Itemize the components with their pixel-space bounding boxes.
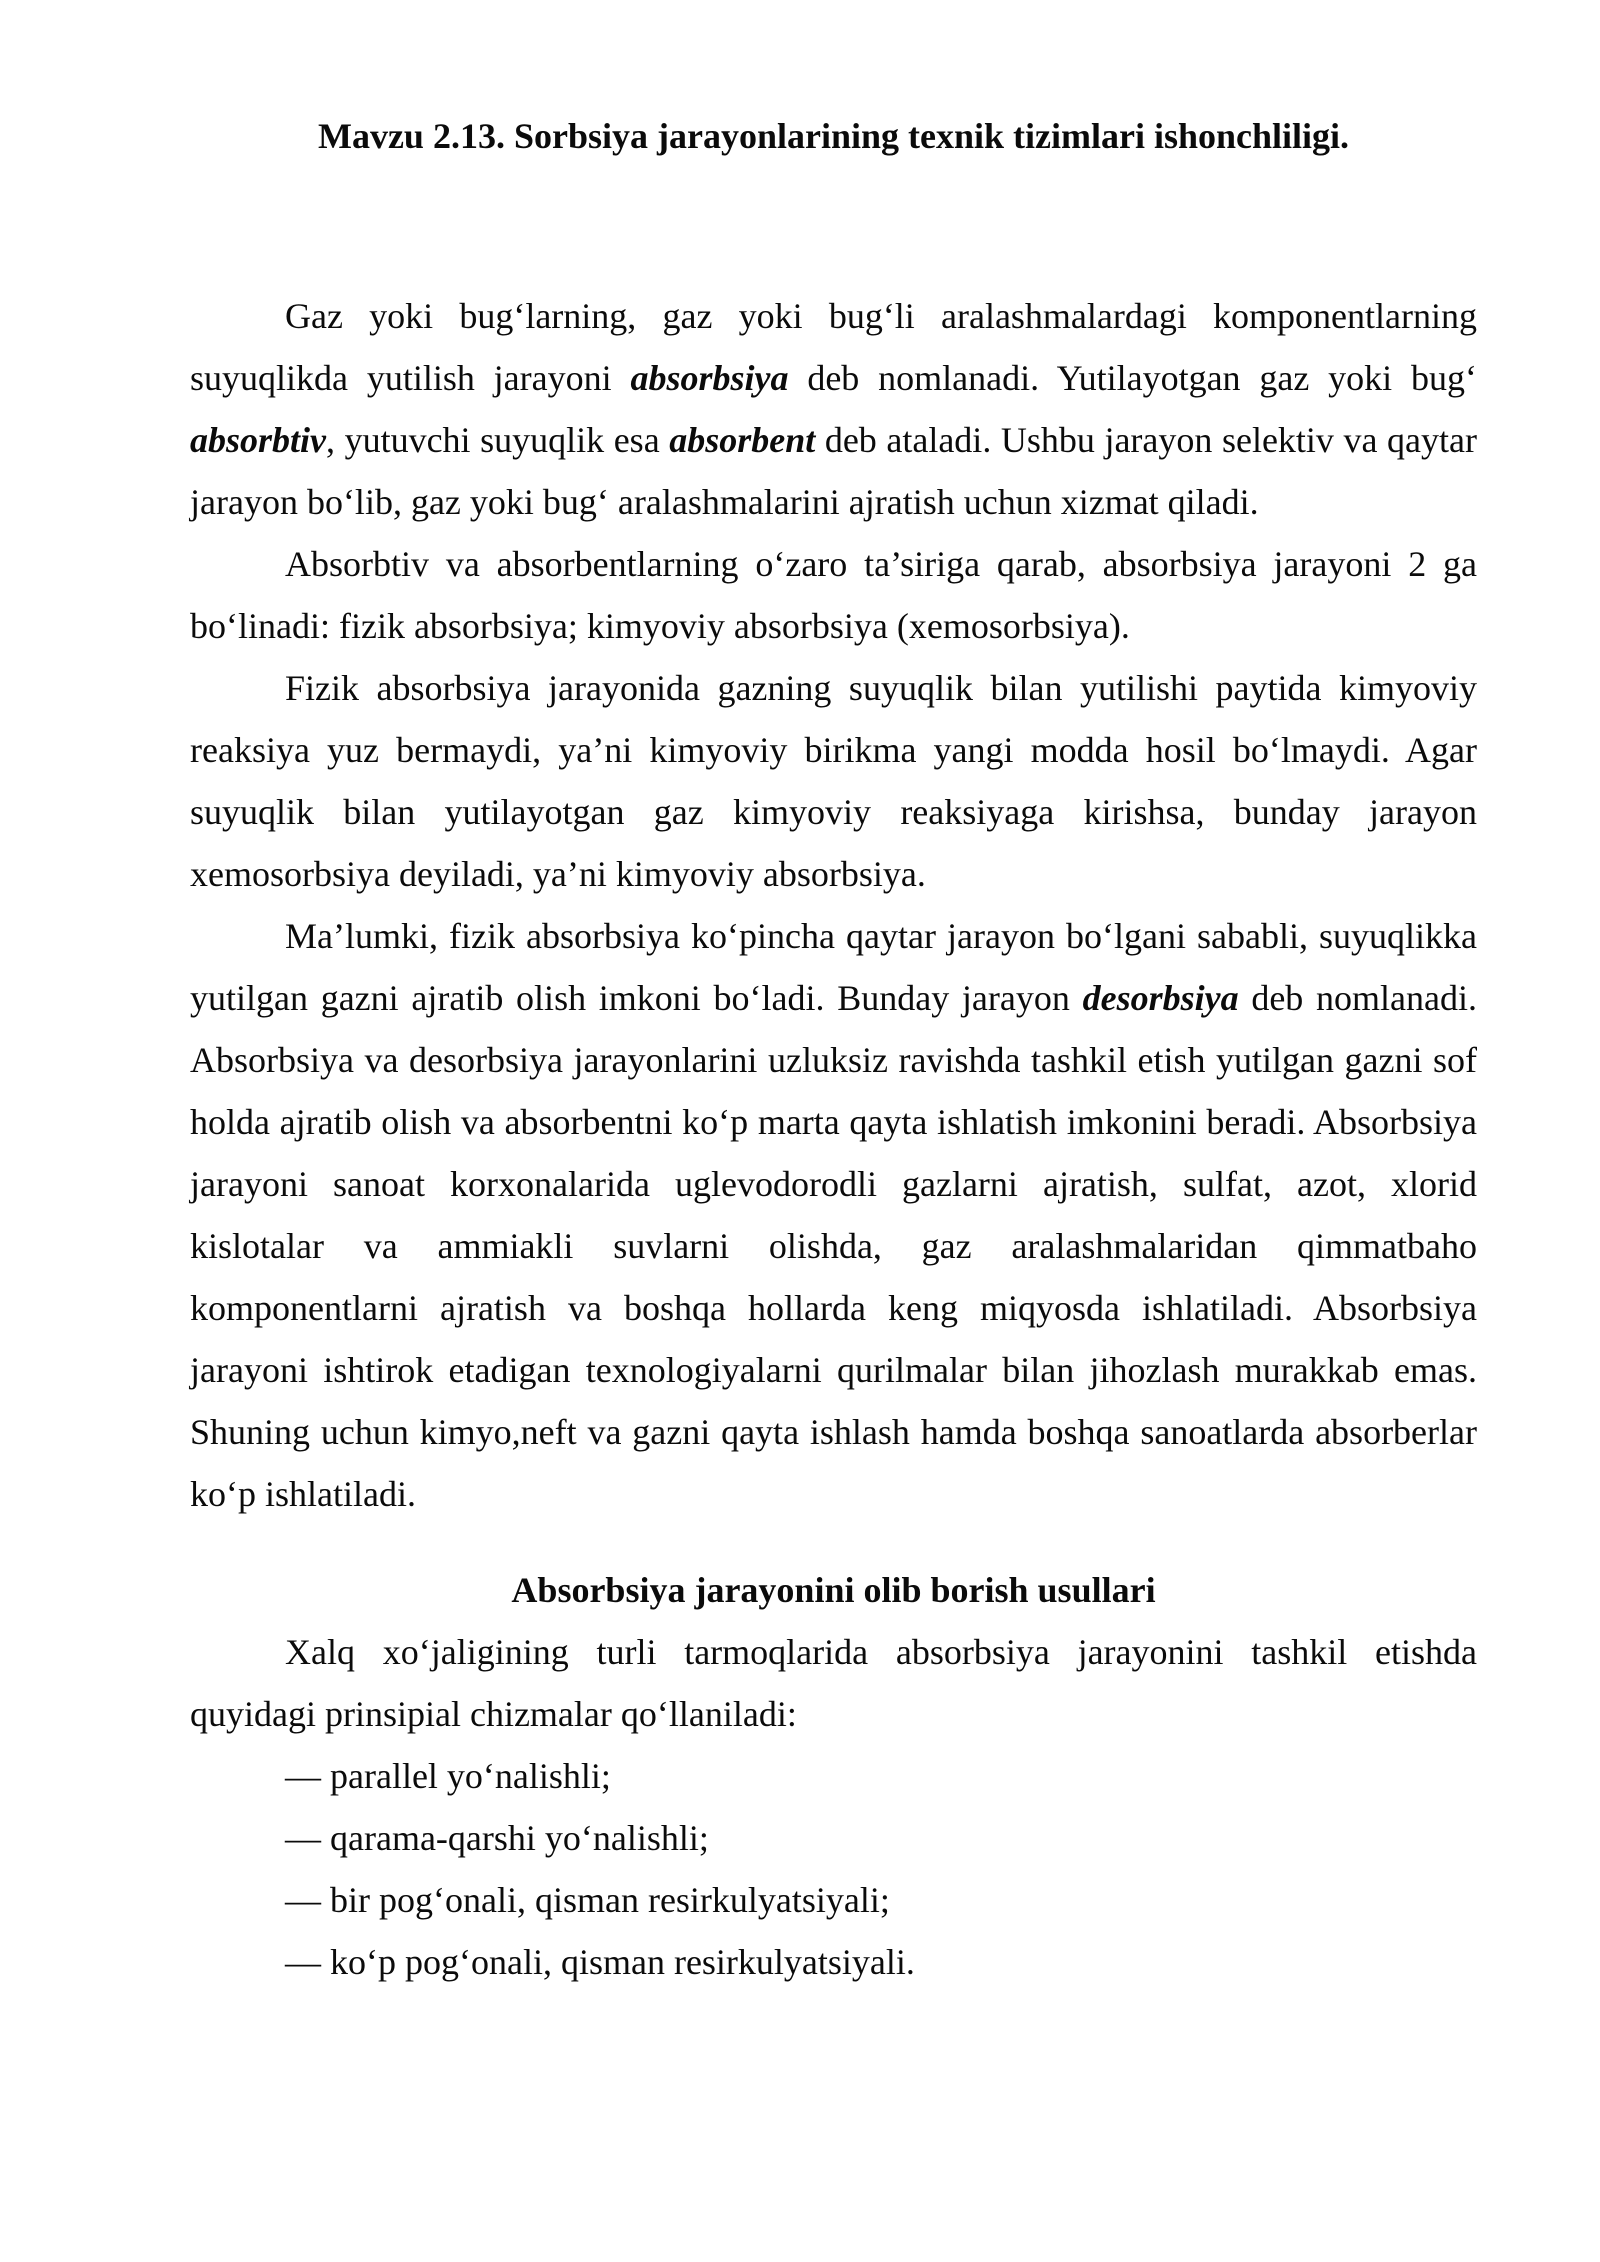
paragraph-absorbsiya-types [190, 533, 1477, 657]
text-run: Absorbtiv va absorbentlarning o‘zaro ta’siriga qarab, absorbsiya jarayoni 2 ga bo‘linadi: fizik absorbsiya; kimyoviy absorbsiya (xemosorbsiya). [190, 544, 1477, 646]
text-run: , yutuvchi suyuqlik esa [326, 420, 670, 460]
text-run: deb ataladi. Ushbu jarayon selektiv va qaytar jarayon bo‘lib, gaz yoki bug‘ aralashmalarini ajratish uchun xizmat qiladi. [190, 420, 1477, 522]
list-item-qarama-qarshi: — qarama-qarshi yo‘nalishli; [285, 1818, 709, 1858]
text-run: desorbsiya [1082, 978, 1239, 1018]
text-run: deb nomlanadi. Yutilayotgan gaz yoki bug‘ [788, 358, 1477, 398]
paragraph-usullari-intro [190, 1621, 1477, 1745]
text-run: Xalq xo‘jaligining turli tarmoqlarida absorbsiya jarayonini tashkil etishda quyidagi prinsipial chizmalar qo‘llaniladi: [190, 1632, 1477, 1734]
paragraph-desorbsiya [190, 905, 1477, 1525]
text-run: absorbtiv [190, 420, 327, 460]
text-run: Fizik absorbsiya jarayonida gazning suyuqlik bilan yutilishi paytida kimyoviy reaksiya yuz bermaydi, ya’ni kimyoviy birikma yangi modda hosil bo‘lmaydi. Agar suyuqlik bilan yutilayotgan gaz kimyoviy reaksiyaga kirishsa, bunday jarayon xemosorbsiya deyiladi, ya’ni kimyoviy absorbsiya. [190, 668, 1477, 894]
paragraph-absorbsiya-definition [190, 285, 1477, 533]
list-item-parallel: — parallel yo‘nalishli; [285, 1756, 611, 1796]
paragraph-fizik-absorbsiya [190, 657, 1477, 905]
text-run: Ma’lumki, fizik absorbsiya ko‘pincha qaytar jarayon bo‘lgani sababli, suyuqlikka yutilgan gazni ajratib olish imkoni bo‘ladi. Bunday jarayon [190, 916, 1477, 1018]
text-run: deb nomlanadi. Absorbsiya va desorbsiya jarayonlarini uzluksiz ravishda tashkil etish yutilgan gazni sof holda ajratib olish va absorbentni ko‘p marta qayta ishlatish imkonini beradi. Absorbsiya jarayoni sanoat korxonalarida uglevodorodli gazlarni ajratish, sulfat, azot, xlorid kislotalar va ammiakli suvlarni olishda, gaz aralashmalaridan qimmatbaho komponentlarni ajratish va boshqa hollarda keng miqyosda ishlatiladi. Absorbsiya jarayoni ishtirok etadigan texnologiyalarni qurilmalar bilan jihozlash murakkab emas. Shuning uchun kimyo,neft va gazni qayta ishlash hamda boshqa sanoatlarda absorberlar ko‘p ishlatiladi. [190, 978, 1477, 1514]
list-item-kop-pogonali: — ko‘p pog‘onali, qisman resirkulyatsiyali. [285, 1942, 915, 1982]
list-item-bir-pogonali: — bir pog‘onali, qisman resirkulyatsiyali; [285, 1880, 890, 1920]
text-run: absorbent [669, 420, 816, 460]
text-run: Gaz yoki bug‘larning, gaz yoki bug‘li aralashmalardagi komponentlarning suyuqlikda yutilish jarayoni [190, 296, 1477, 398]
document-title: Mavzu 2.13. Sorbsiya jarayonlarining texnik tizimlari ishonchliligi. [317, 116, 1350, 156]
section-heading: Absorbsiya jarayonini olib borish usullari [511, 1570, 1156, 1610]
text-run: absorbsiya [630, 358, 789, 398]
